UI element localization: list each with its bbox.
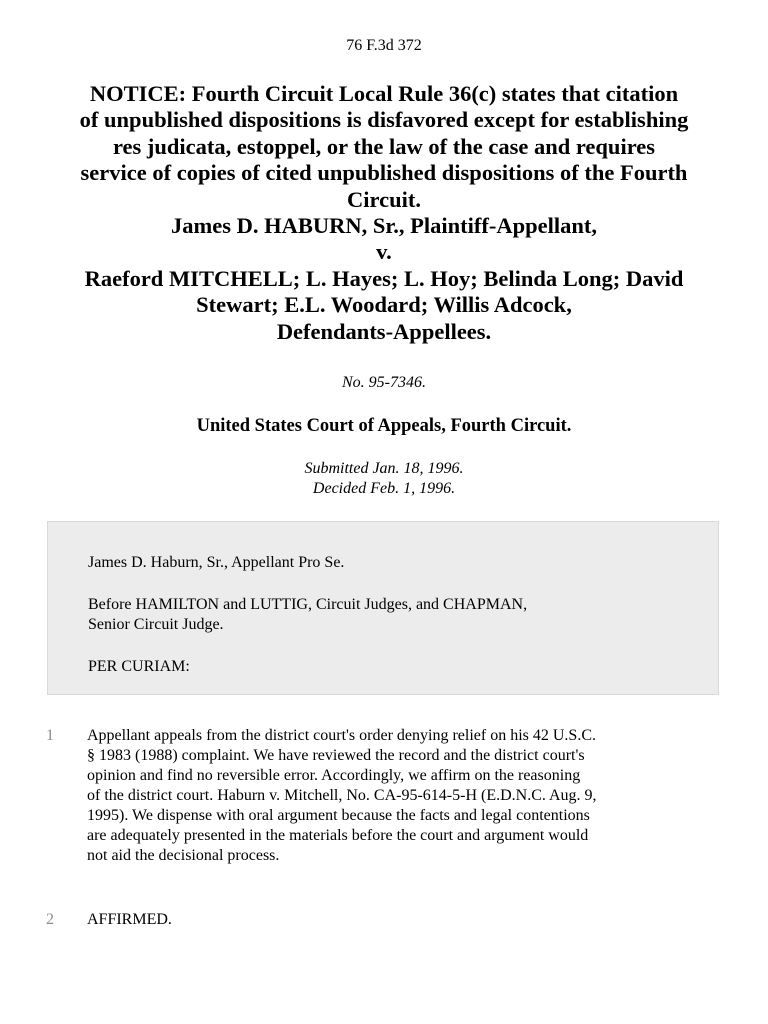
caption-line: Defendants-Appellees. (276, 318, 492, 344)
court-name: United States Court of Appeals, Fourth Circuit. (196, 416, 572, 436)
paragraph-line: not aid the decisional process. (87, 847, 280, 864)
counsel-line: James D. Haburn, Sr., Appellant Pro Se. (88, 554, 345, 571)
paragraph-line: of the district court. Haburn v. Mitchell, No. CA-95-614-5-H (E.D.N.C. Aug. 9, (87, 787, 597, 804)
paragraph-text (87, 726, 727, 866)
case-citation: 76 F.3d 372 (346, 37, 422, 54)
decided-date: Decided Feb. 1, 1996. (312, 480, 456, 497)
caption-line: Stewart; E.L. Woodard; Willis Adcock, (196, 292, 572, 318)
before-judges (88, 595, 688, 635)
paragraph-line: 1995). We dispense with oral argument because the facts and legal contentions (87, 807, 590, 824)
case-dates (0, 459, 768, 499)
notice-line: NOTICE: Fourth Circuit Local Rule 36(c) states that citation (89, 81, 679, 106)
paragraph-line: are adequately presented in the materials before the court and argument would (87, 827, 589, 844)
paragraph-line: Appellant appeals from the district court's order denying relief on his 42 U.S.C. (87, 727, 596, 744)
paragraph-line: § 1983 (1988) complaint. We have reviewed the record and the district court's (87, 747, 585, 764)
submitted-date: Submitted Jan. 18, 1996. (304, 460, 464, 477)
paragraph-line: opinion and find no reversible error. Accordingly, we affirm on the reasoning (87, 767, 581, 784)
caption-line: James D. HABURN, Sr., Plaintiff-Appellant, (170, 213, 598, 239)
counsel-panel (47, 521, 719, 695)
caption-line: v. (376, 239, 392, 265)
notice-line: Circuit. (347, 186, 421, 212)
caption-line: Raeford MITCHELL; L. Hayes; L. Hoy; Belinda Long; David (84, 265, 684, 291)
paragraph-line: AFFIRMED. (87, 911, 172, 928)
per-curiam: PER CURIAM: (88, 658, 190, 675)
notice-line: of unpublished dispositions is disfavored except for establishing (79, 107, 689, 133)
paragraph-text (87, 910, 727, 930)
before-line: Before HAMILTON and LUTTIG, Circuit Judges, and CHAPMAN, (88, 596, 528, 613)
notice-line: service of copies of cited unpublished dispositions of the Fourth (80, 160, 688, 186)
docket-number: No. 95-7346. (342, 374, 426, 391)
case-heading (30, 81, 738, 345)
paragraph-number: 2 (46, 911, 54, 928)
paragraph-number: 1 (46, 727, 54, 744)
notice-line: res judicata, estoppel, or the law of the case and requires (112, 133, 656, 159)
before-line: Senior Circuit Judge. (88, 616, 224, 633)
